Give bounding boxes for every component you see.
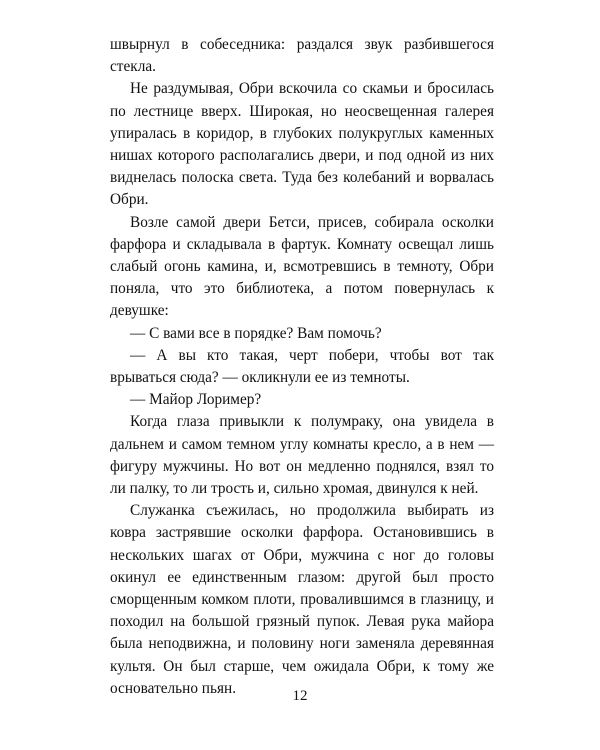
page-number: 12 [292,688,308,704]
paragraph-3: Возле самой двери Бетси, присев, собирала осколки фарфора и складывала в фартук. Комнату освещал лишь слабый огонь камина, и, всмотревшись в темноту, Обри поняла, что это библиотека, а потом повернулась к девушке: [110,213,494,320]
paragraph-6: — Майор Лоример? [130,391,262,409]
page-body [110,34,494,700]
paragraph-7: Когда глаза привыкли к полумраку, она увидела в дальнем и самом темном углу комнаты кресло, а в нем — фигуру мужчины. Но вот он медленно поднялся, взял то ли палку, то ли трость и, сильно хромая, двинулся к ней. [110,413,494,498]
paragraph-4: — С вами все в порядке? Вам помочь? [130,324,382,342]
paragraph-2: Не раздумывая, Обри вскочила со скамьи и бросилась по лестнице вверх. Широкая, но неосвещенная галерея упиралась в коридор, в глубоких полукруглых каменных нишах которого располагались двери, и под одной из них виднелась полоска света. Туда без колебаний и ворвалась Обри. [110,80,494,209]
paragraph-1: швырнул в собеседника: раздался звук разбившегося стекла. [110,36,494,76]
paragraph-8: Служанка съежилась, но продолжила выбирать из ковра застрявшие осколки фарфора. Остановившись в нескольких шагах от Обри, мужчина с ног до головы окинул ее единственным глазом: другой был просто сморщенным комком плоти, провалившимся в глазницу, и походил на большой грязный пупок. Левая рука майора была неподвижна, и половину ноги заменяла деревянная культя. Он был старше, чем ожидала Обри, к тому же основательно пьян. [110,502,494,697]
paragraph-5: — А вы кто такая, черт побери, чтобы вот так врываться сюда? — окликнули ее из темноты. [110,346,494,387]
